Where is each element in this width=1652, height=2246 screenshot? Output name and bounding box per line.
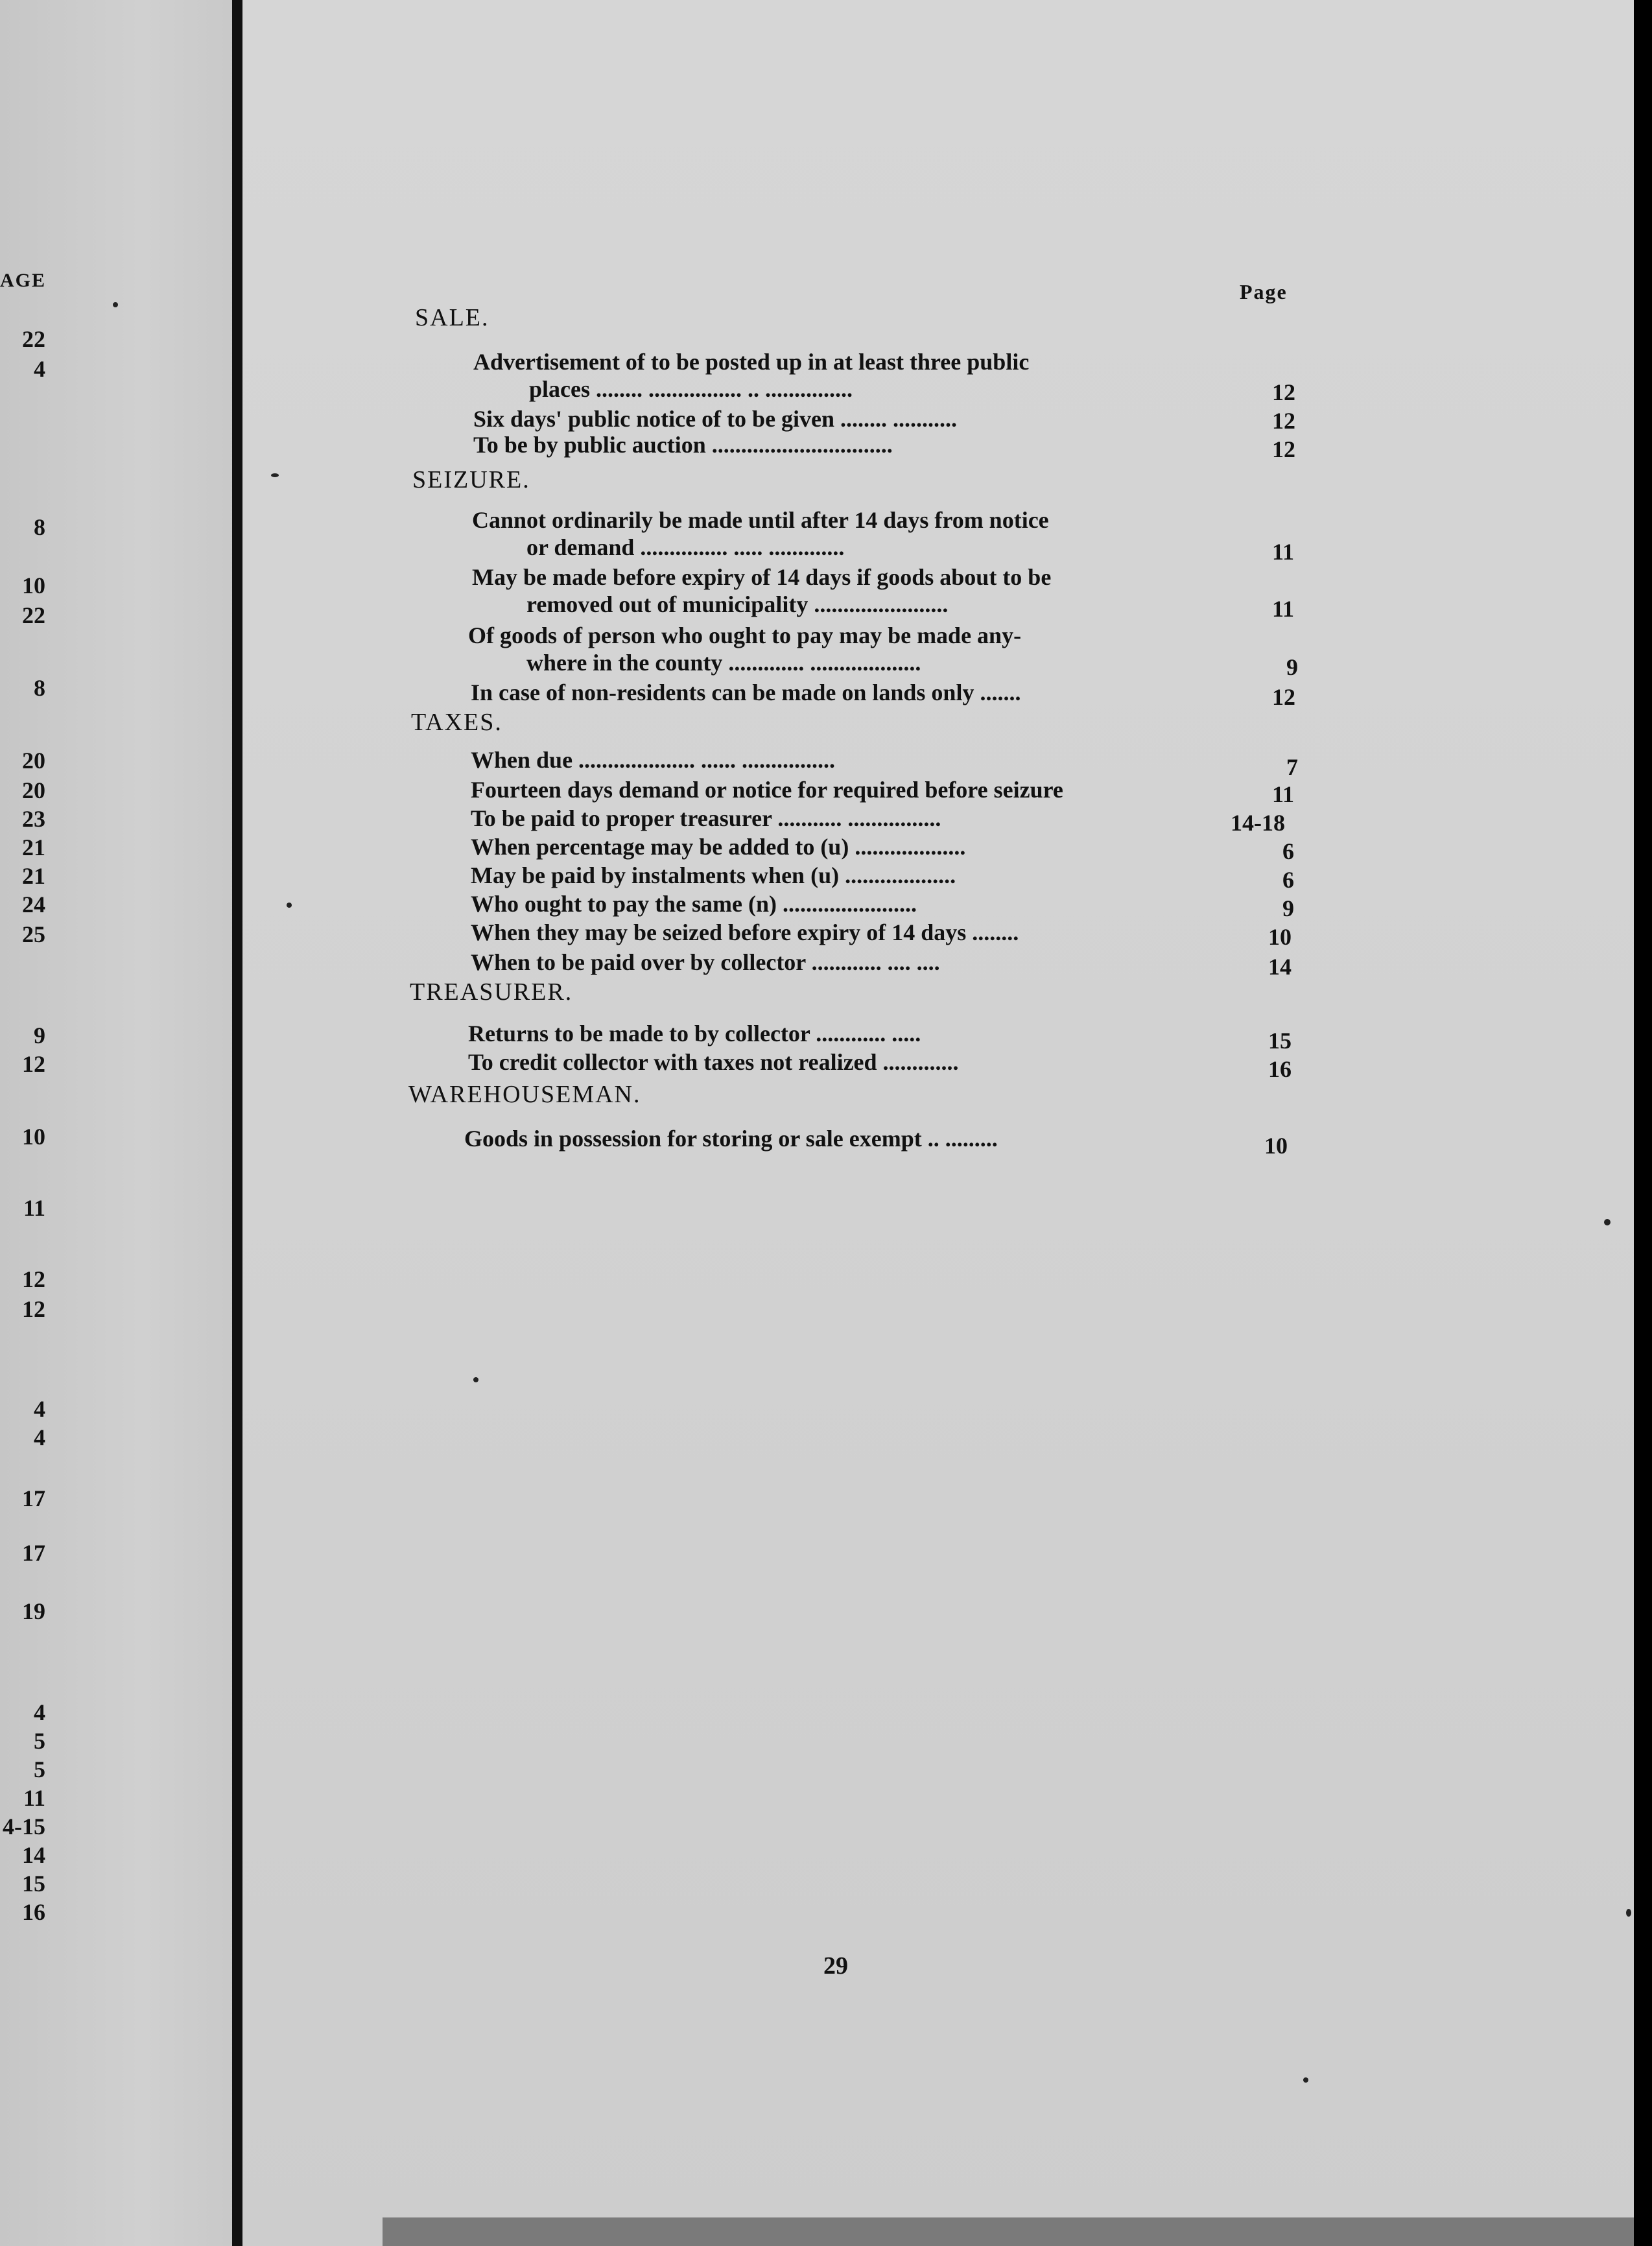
facing-page-number: 22 xyxy=(22,602,45,628)
index-entry-line: May be paid by instalments when (u) ................... xyxy=(471,862,956,888)
index-entry-line: Six days' public notice of to be given ........ ........... xyxy=(473,406,958,432)
facing-page-number: 25 xyxy=(22,921,45,947)
facing-page-number: 4 xyxy=(34,1699,45,1725)
facing-page-number: 23 xyxy=(22,806,45,832)
facing-page-number: 12 xyxy=(22,1296,45,1322)
index-page-ref: 14-18 xyxy=(1231,810,1285,836)
index-page-ref: 16 xyxy=(1268,1056,1292,1082)
section-heading-seizure: SEIZURE. xyxy=(412,466,530,493)
index-page-ref: 12 xyxy=(1272,684,1295,710)
page-number: 29 xyxy=(823,1952,848,1980)
index-page xyxy=(242,0,1634,2246)
facing-page-number: 15 xyxy=(22,1871,45,1897)
page-column-header: Page xyxy=(1240,280,1288,303)
section-heading-taxes: TAXES. xyxy=(411,709,502,736)
facing-page-number: 12 xyxy=(22,1266,45,1292)
binding-gutter xyxy=(232,0,242,2246)
facing-page-number: 11 xyxy=(23,1195,45,1221)
index-entry-line: When they may be seized before expiry of 14 days ........ xyxy=(471,919,1019,945)
index-page-ref: 15 xyxy=(1268,1028,1292,1054)
index-page-ref: 12 xyxy=(1272,436,1295,462)
facing-page-number: 4 xyxy=(34,1424,45,1450)
section-heading-treasurer: TREASURER. xyxy=(410,978,573,1006)
index-entry-line: Returns to be made to by collector ............ ..... xyxy=(468,1021,921,1046)
index-entry-line: When due .................... ...... ................ xyxy=(471,747,836,773)
facing-page-number: 20 xyxy=(22,777,45,803)
facing-page-number: 24 xyxy=(22,892,45,917)
facing-page-number: 22 xyxy=(22,326,45,352)
facing-page-number: 20 xyxy=(22,748,45,774)
scan-speck xyxy=(1303,2077,1308,2083)
index-page-ref: 10 xyxy=(1268,924,1292,950)
facing-page-number: 8 xyxy=(34,675,45,701)
index-entry-line: or demand ............... ..... ............. xyxy=(526,534,845,560)
index-entry-line: When percentage may be added to (u) ................... xyxy=(471,834,966,860)
scan-speck xyxy=(473,1377,478,1382)
facing-page-number: 19 xyxy=(22,1598,45,1624)
index-entry-line: places ........ ................ .. ............... xyxy=(529,376,853,402)
facing-page-number: 8 xyxy=(34,514,45,540)
facing-page-number: 5 xyxy=(34,1728,45,1754)
facing-page-number: 17 xyxy=(22,1485,45,1511)
facing-page-number: 21 xyxy=(22,863,45,889)
index-page-ref: 6 xyxy=(1282,838,1294,864)
facing-page-number: 14 xyxy=(22,1842,45,1868)
index-page-ref: 9 xyxy=(1286,654,1298,680)
facing-page-number: 5 xyxy=(34,1756,45,1782)
index-page-ref: 6 xyxy=(1282,867,1294,893)
scan-border xyxy=(1634,0,1652,2246)
index-page-ref: 12 xyxy=(1272,408,1295,434)
facing-page-number: 10 xyxy=(22,1124,45,1150)
scan-speck xyxy=(1626,1909,1631,1917)
facing-page-number: 11 xyxy=(23,1785,45,1811)
index-entry-line: To be by public auction ............................... xyxy=(473,432,893,458)
index-entry-line: In case of non-residents can be made on lands only ....... xyxy=(471,680,1021,705)
index-page-ref: 12 xyxy=(1272,379,1295,405)
index-entry-line: Advertisement of to be posted up in at least three public xyxy=(473,349,1030,375)
index-entry-line: May be made before expiry of 14 days if goods about to be xyxy=(472,564,1052,590)
section-heading-sale: SALE. xyxy=(415,304,490,331)
scan-speck xyxy=(271,473,279,477)
index-entry-line: removed out of municipality ....................... xyxy=(526,591,949,617)
facing-page-number: 12 xyxy=(22,1051,45,1077)
index-page-ref: 9 xyxy=(1282,895,1294,921)
facing-page-number: 4 xyxy=(34,1396,45,1422)
index-page-ref: 7 xyxy=(1286,754,1298,780)
index-page-ref: 14 xyxy=(1268,954,1292,980)
index-entry-line: Goods in possession for storing or sale exempt .. ......... xyxy=(464,1126,998,1152)
index-page-ref: 10 xyxy=(1264,1133,1288,1159)
facing-page-number: 16 xyxy=(22,1899,45,1925)
scan-speck xyxy=(1604,1219,1611,1225)
facing-page-number: 9 xyxy=(34,1023,45,1048)
facing-page-number: 10 xyxy=(22,573,45,598)
index-entry-line: Fourteen days demand or notice for required before seizure xyxy=(471,777,1063,803)
facing-page-number: 4 xyxy=(34,356,45,382)
section-heading-warehouseman: WAREHOUSEMAN. xyxy=(408,1081,641,1108)
index-entry-line: To credit collector with taxes not realized ............. xyxy=(468,1049,959,1075)
scan-bottom-band xyxy=(383,2217,1634,2246)
index-page-ref: 11 xyxy=(1272,539,1295,565)
scan-speck xyxy=(287,903,292,908)
index-entry-line: Of goods of person who ought to pay may be made any- xyxy=(468,622,1022,648)
index-entry-line: Cannot ordinarily be made until after 14 days from notice xyxy=(472,507,1049,533)
facing-page-number: 17 xyxy=(22,1540,45,1566)
index-entry-line: To be paid to proper treasurer ........... ................ xyxy=(471,805,941,831)
scan-speck xyxy=(113,302,118,307)
index-entry-line: where in the county ............. ................... xyxy=(526,650,921,676)
index-entry-line: Who ought to pay the same (n) ....................... xyxy=(471,891,917,917)
index-page-ref: 11 xyxy=(1272,781,1295,807)
index-entry-line: When to be paid over by collector ............ .... .... xyxy=(471,949,940,975)
facing-page-header: AGE xyxy=(0,270,47,291)
facing-page-number: 4-15 xyxy=(3,1814,45,1839)
facing-page-number: 21 xyxy=(22,834,45,860)
index-page-ref: 11 xyxy=(1272,596,1295,622)
